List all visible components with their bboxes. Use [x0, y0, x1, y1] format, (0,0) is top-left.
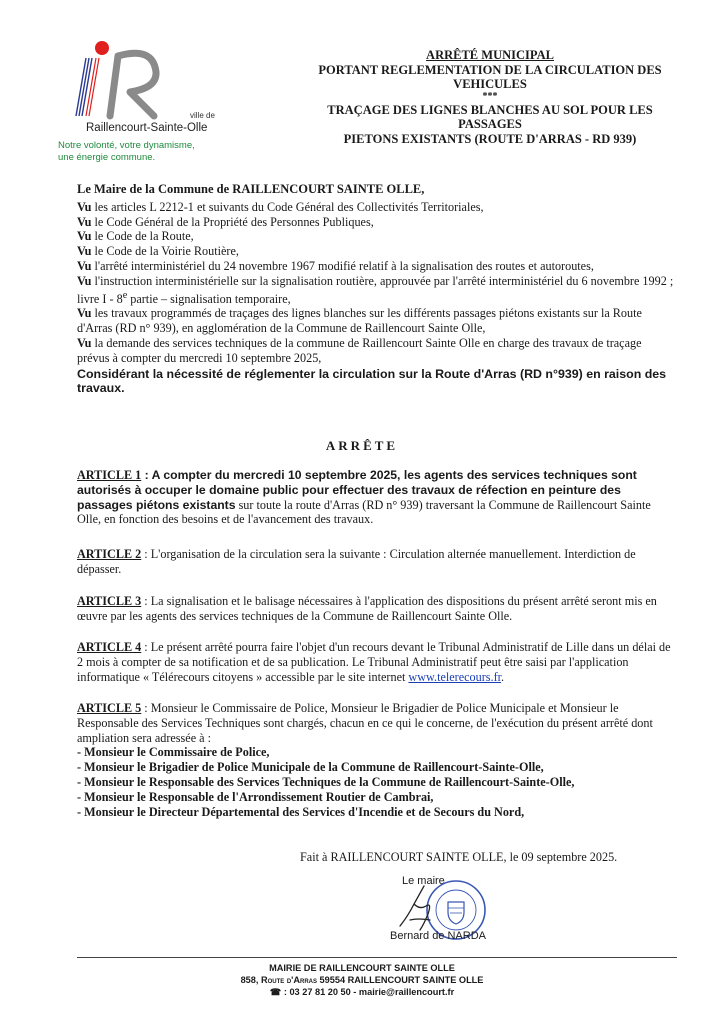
phone-icon: ☎: [269, 987, 282, 997]
recital-text: le Code Général de la Propriété des Personnes Publiques,: [91, 214, 374, 229]
article-4: [77, 640, 677, 684]
header-subject: TRAÇAGE DES LIGNES BLANCHES AU SOL POUR LES PASSAGES: [327, 102, 653, 131]
logo-town-name: Raillencourt-Sainte-Olle: [86, 122, 208, 134]
article-text-bold: : A compter du mercredi 10 septembre 2025, les agents des services techniques sont autorisés à occuper le domaine public pour effectuer des travaux de réfection en peinture des: [77, 468, 637, 497]
article-label: ARTICLE 2: [77, 547, 142, 561]
recital-vu: Vu: [77, 258, 92, 273]
logo-slogan-line: une énergie commune.: [58, 152, 156, 163]
recital-text: partie – signalisation temporaire,: [127, 291, 291, 306]
recital-vu: Vu: [77, 214, 92, 229]
recital-item: [77, 306, 677, 336]
logo-ville-text: ville de: [190, 111, 215, 120]
article-5: [77, 701, 677, 819]
article-text: : Le présent arrêté pourra faire l'objet d'un recours devant le Tribunal Administratif de Lille dans un délai de 2 mois à compter de sa notification et de sa publication. Le Tribunal Administratif peut être saisi par l'application informatique « Télérecours citoyens » accessible par le site internet: [77, 640, 671, 684]
mayor-line: Le Maire de la Commune de RAILLENCOURT SAINTE OLLE,: [77, 182, 425, 196]
article-label: ARTICLE 1: [77, 468, 142, 482]
footer-divider: [77, 957, 677, 958]
document-header: [300, 48, 680, 146]
article-text: sur toute la route d'Arras (RD n° 939) traversant la Commune de Raillencourt Sainte Olle, en fonction des besoins et de l'avancement des travaux.: [77, 497, 651, 527]
recipient-item: - Monsieur le Responsable de l'Arrondissement Routier de Cambrai,: [77, 789, 434, 804]
telerecours-link[interactable]: www.telerecours.fr: [408, 669, 502, 684]
header-subject: PIETONS EXISTANTS (ROUTE D'ARRAS - RD 939): [343, 131, 637, 146]
footer-contact-text: : 03 27 81 20 50 - mairie@raillencourt.fr: [283, 987, 455, 997]
recital-text: le Code de la Voirie Routière,: [91, 244, 239, 259]
recital-item: [77, 259, 677, 274]
document-type: ARRÊTÉ MUNICIPAL: [426, 48, 554, 62]
recipient-item: - Monsieur le Brigadier de Police Municipale de la Commune de Raillencourt-Sainte-Olle,: [77, 760, 544, 775]
footer-contact: [0, 986, 724, 998]
article-text: : Monsieur le Commissaire de Police, Monsieur le Brigadier de Police Municipale et Monsieur le Responsable des Services Techniques sont chargés, chacun en ce qui le concerne, de l'exécution du présent arrêté dont ampliation sera adressée à :: [77, 701, 653, 745]
municipal-logo: [58, 38, 218, 168]
recital-item: [77, 200, 677, 215]
recital-vu: Vu: [77, 273, 92, 288]
recipient-item: - Monsieur le Commissaire de Police,: [77, 745, 270, 760]
article-text-bold: passages piétons existants: [77, 497, 236, 512]
article-text: : La signalisation et le balisage nécessaires à l'application des dispositions du présent arrêté seront mis en œuvre par les agents des services techniques de la Commune de Raillencourt Sainte Olle.: [77, 594, 657, 623]
recital-text: l'arrêté interministériel du 24 novembre 1967 modifié relatif à la signalisation des routes et autoroutes,: [91, 258, 594, 273]
recital-item: [77, 274, 677, 307]
recipient-item: - Monsieur le Responsable des Services Techniques de la Commune de Raillencourt-Sainte-Olle,: [77, 774, 575, 789]
signatory-title: Le maire: [402, 875, 445, 887]
logo-slogan: [58, 140, 195, 164]
article-1: [77, 468, 677, 527]
article-3: [77, 594, 677, 624]
recital-item: [77, 244, 677, 259]
article-text: .: [501, 669, 505, 684]
recital-vu: Vu: [77, 336, 92, 351]
recital-text: les articles L 2212-1 et suivants du Code Général des Collectivités Territoriales,: [91, 199, 484, 214]
recital-text: les travaux programmés de traçages des lignes blanches sur les différents passages piétons existants sur la Route d'Arras (RD n° 939), en agglomération de la Commune de Raillencourt Sainte Olle,: [77, 306, 642, 336]
article-label: ARTICLE 3: [77, 594, 142, 608]
header-separator: ***: [482, 90, 498, 102]
place-date-line: Fait à RAILLENCOURT SAINTE OLLE, le 09 septembre 2025.: [300, 850, 618, 864]
footer: [0, 962, 724, 998]
recitals: [77, 182, 677, 396]
recital-vu: Vu: [77, 244, 92, 259]
recital-text: l'instruction interministérielle sur la signalisation routière, approuvée par l'arrêté interministériel du 6 novembre 1992 ; livre I - 8: [77, 273, 674, 306]
article-2: [77, 547, 677, 577]
recipient-item: - Monsieur le Directeur Départemental des Services d'Incendie et de Secours du Nord,: [77, 804, 525, 819]
recital-vu: Vu: [77, 229, 92, 244]
article-label: ARTICLE 4: [77, 640, 142, 654]
recital-item: [77, 336, 677, 366]
footer-org: MAIRIE DE RAILLENCOURT SAINTE OLLE: [269, 963, 455, 973]
logo-slogan-line: Notre volonté, votre dynamisme,: [58, 140, 195, 151]
considering-clause: Considérant la nécessité de réglementer la circulation sur la Route d'Arras (RD n°939) en raison des travaux.: [77, 366, 667, 396]
recital-item: [77, 215, 677, 230]
signatory-name: Bernard de NARDA: [390, 930, 486, 942]
recipients-list: [77, 745, 677, 819]
header-line: VEHICULES: [453, 77, 527, 91]
decree-title: ARRÊTE: [325, 438, 399, 453]
article-label: ARTICLE 5: [77, 701, 142, 715]
recital-vu: Vu: [77, 306, 92, 321]
recital-vu: Vu: [77, 199, 92, 214]
recital-text: le Code de la Route,: [91, 229, 194, 244]
recital-superscript: e: [122, 289, 128, 301]
article-text: : L'organisation de la circulation sera la suivante : Circulation alternée manuellement. Interdiction de dépasser.: [77, 547, 636, 576]
header-line: PORTANT REGLEMENTATION DE LA CIRCULATION DES: [318, 62, 662, 77]
recital-text: la demande des services techniques de la commune de Raillencourt Sainte Olle en charge des travaux de traçage prévus à compter du mercredi 10 septembre 2025,: [77, 336, 642, 365]
footer-address: 858, Route d'Arras 59554 RAILLENCOURT SAINTE OLLE: [240, 975, 484, 985]
recital-item: [77, 229, 677, 244]
